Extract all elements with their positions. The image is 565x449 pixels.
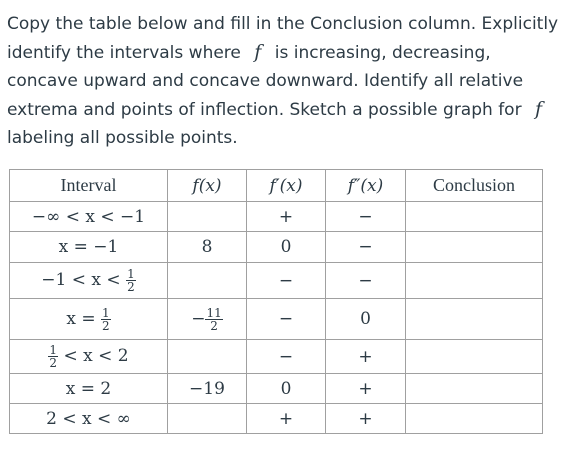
f-prime-cell: − [247, 299, 326, 340]
conclusion-cell[interactable] [406, 232, 543, 263]
f-prime-cell: 0 [247, 232, 326, 263]
f-double-prime-cell: 0 [326, 299, 406, 340]
conclusion-cell[interactable] [406, 263, 543, 299]
f-cell [168, 202, 247, 232]
interval-cell [10, 263, 168, 299]
fraction-numerator: 1 [102, 305, 110, 320]
f-prime-cell: 0 [247, 374, 326, 404]
conclusion-cell[interactable] [406, 374, 543, 404]
f-prime-cell: + [247, 404, 326, 434]
header-interval: Interval [10, 170, 168, 202]
f-cell: 8 [168, 232, 247, 263]
f-double-prime-cell: − [326, 202, 406, 232]
f-cell [168, 340, 247, 374]
table-row [10, 374, 543, 404]
f-prime-cell: + [247, 202, 326, 232]
f-prime-cell: − [247, 263, 326, 299]
fraction-numerator: 1 [127, 267, 135, 281]
conclusion-cell[interactable] [406, 299, 543, 340]
instructions-part-3: labeling all possible points. [7, 128, 238, 148]
header-f-prime: f′(x) [247, 170, 326, 202]
interval-cell: −∞ < x < −1 [10, 202, 168, 232]
table-row [10, 263, 543, 299]
table-row [10, 340, 543, 374]
f-cell [168, 299, 247, 340]
interval-cell [10, 340, 168, 374]
fraction-numerator: 1 [49, 343, 58, 357]
header-f-double-prime: f″(x) [326, 170, 406, 202]
f-cell [168, 263, 247, 299]
fraction [126, 268, 136, 293]
f-cell: −19 [168, 374, 247, 404]
table-row [10, 202, 543, 232]
instructions-text [7, 10, 559, 152]
function-symbol: f [534, 98, 543, 120]
interval-cell: x = 2 [10, 374, 168, 404]
fraction-denominator: 2 [49, 356, 58, 370]
header-f: f(x) [168, 170, 247, 202]
table-row [10, 404, 543, 434]
fraction [101, 307, 111, 332]
fraction-denominator: 2 [210, 318, 218, 333]
f-double-prime-cell: + [326, 404, 406, 434]
fraction-denominator: 2 [102, 318, 110, 333]
function-symbol: f [254, 41, 262, 63]
table-row [10, 232, 543, 263]
f-double-prime-cell: + [326, 340, 406, 374]
conclusion-cell[interactable] [406, 202, 543, 232]
conclusion-cell[interactable] [406, 404, 543, 434]
interval-text: x = [66, 308, 96, 329]
f-double-prime-cell: − [326, 232, 406, 263]
table-header-row [10, 170, 543, 202]
instructions-part-2: is increasing, decreasing, concave upward and concave downward. Identify all relative extrema and points of inflection. Sketch a possible graph for [7, 43, 524, 120]
f-cell [168, 404, 247, 434]
interval-text: −1 < x < [41, 270, 121, 290]
table-row [10, 299, 543, 340]
fraction [205, 307, 222, 332]
fraction-denominator: 2 [127, 280, 135, 294]
sign-chart-table [9, 169, 543, 434]
fraction-numerator: 11 [206, 305, 222, 320]
header-conclusion: Conclusion [406, 170, 543, 202]
fraction [48, 344, 58, 369]
instructions-part-1: Copy the table below and fill in the Conclusion column. Explicitly identify the intervals where [7, 14, 559, 63]
f-double-prime-cell: + [326, 374, 406, 404]
f-prime-cell: − [247, 340, 326, 374]
interval-cell: 2 < x < ∞ [10, 404, 168, 434]
conclusion-cell[interactable] [406, 340, 543, 374]
interval-cell [10, 299, 168, 340]
interval-cell: x = −1 [10, 232, 168, 263]
f-value-sign: − [191, 308, 206, 329]
interval-text: < x < 2 [63, 346, 129, 366]
f-double-prime-cell: − [326, 263, 406, 299]
